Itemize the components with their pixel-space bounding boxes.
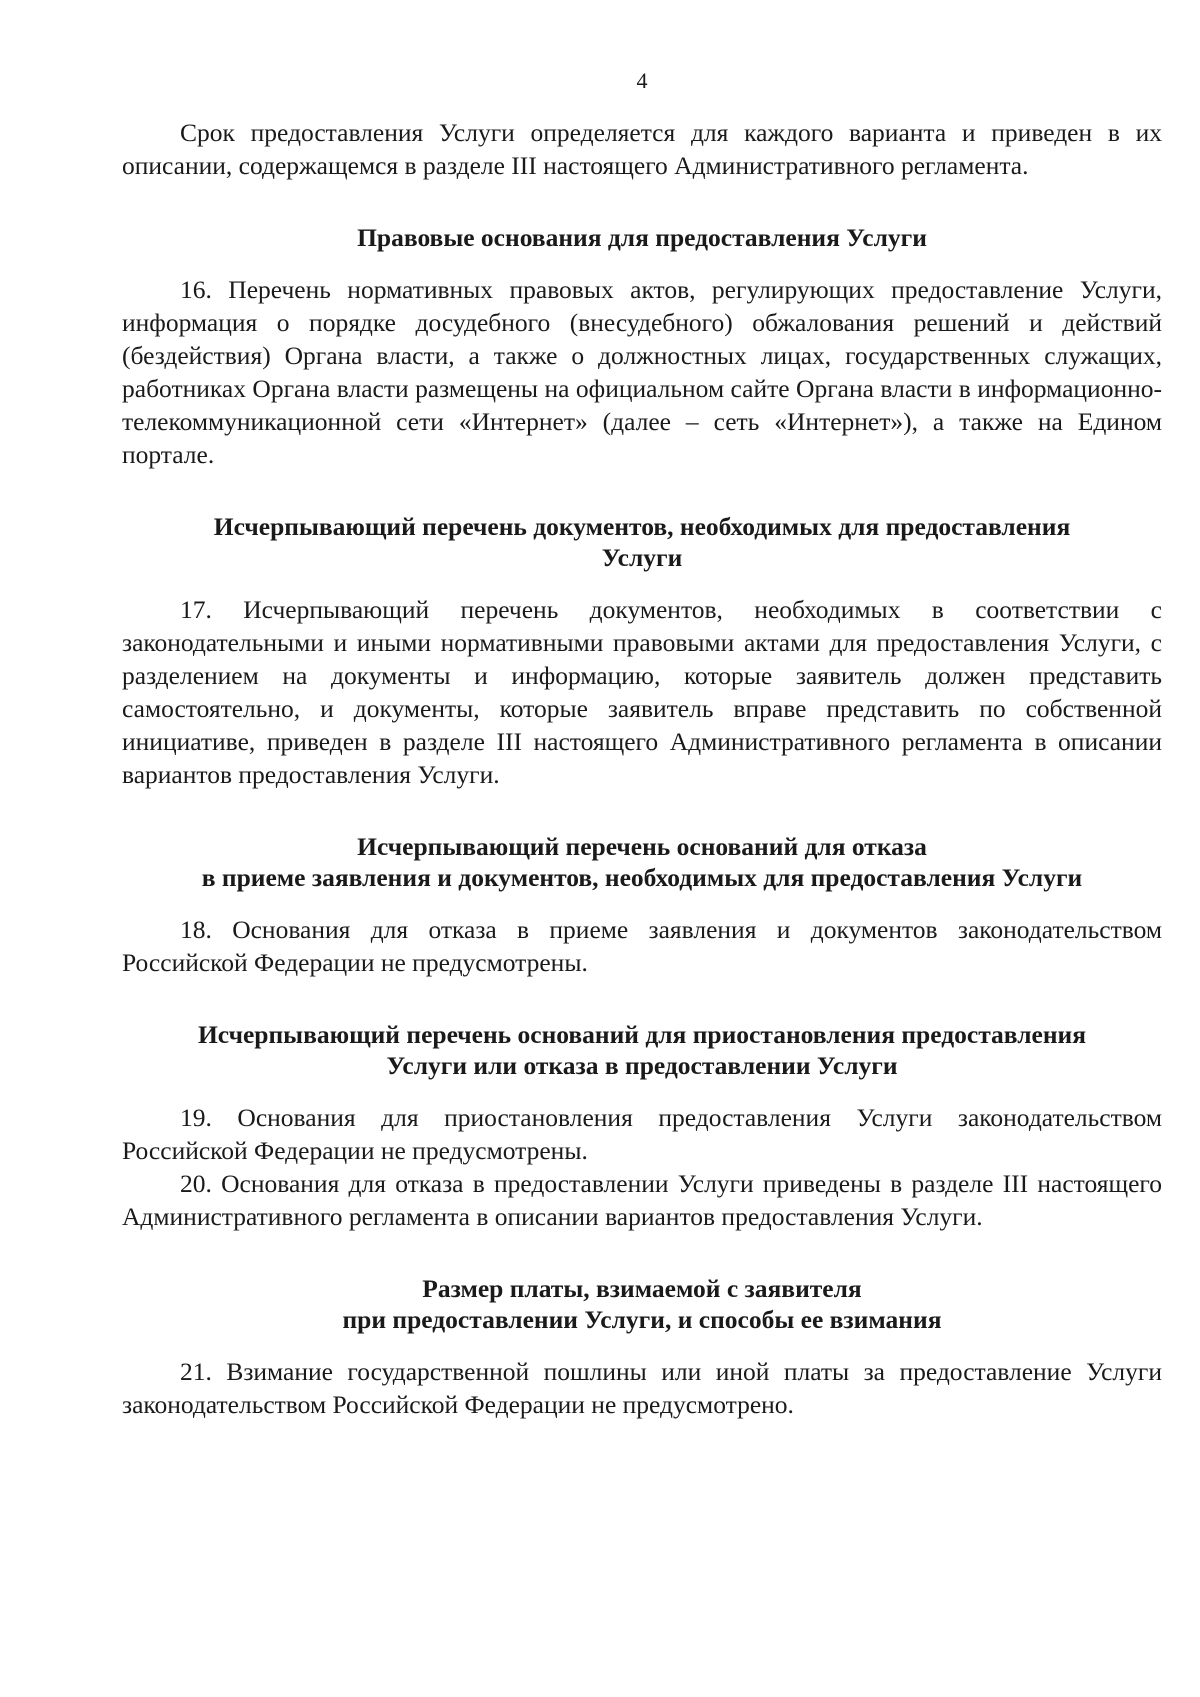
paragraph-17: 17. Исчерпывающий перечень документов, необходимых в соответствии с законодательными и иными нормативными правовыми актами для предоставления Услуги, с разделением на документы и информацию, которые заявитель должен представить самостоятельно, и документы, которые заявитель вправе представить по собственной инициативе, приведен в разделе III настоящего Административного регламента в описании вариантов предоставления Услуги.	[122, 595, 1162, 789]
heading-line: Услуги или отказа в предоставлении Услуги	[386, 1051, 898, 1080]
paragraph-20: 20. Основания для отказа в предоставлении Услуги приведены в разделе III настоящего Административного регламента в описании вариантов предоставления Услуги.	[122, 1169, 1162, 1231]
heading-line: при предоставлении Услуги, и способы ее взимания	[342, 1305, 942, 1334]
section-heading	[122, 831, 1162, 893]
paragraph-19: 19. Основания для приостановления предоставления Услуги законодательством Российской Федерации не предусмотрены.	[122, 1103, 1162, 1165]
section-legal-basis	[122, 222, 1162, 471]
paragraph-18: 18. Основания для отказа в приеме заявления и документов законодательством Российской Федерации не предусмотрены.	[122, 915, 1162, 977]
section-documents-list	[122, 511, 1162, 791]
intro-paragraph: Срок предоставления Услуги определяется для каждого варианта и приведен в их описании, содержащемся в разделе III настоящего Административного регламента.	[122, 118, 1162, 180]
section-heading	[122, 511, 1162, 573]
heading-line: Исчерпывающий перечень документов, необходимых для предоставления	[213, 512, 1071, 541]
page-number: 4	[636, 68, 648, 93]
paragraph-16: 16. Перечень нормативных правовых актов, регулирующих предоставление Услуги, информация о порядке досудебного (внесудебного) обжалования решений и действий (бездействия) Органа власти, а также о должностных лицах, государственных служащих, работниках Органа власти размещены на официальном сайте Органа власти в информационно-телекоммуникационной сети «Интернет» (далее – сеть «Интернет»), а также на Едином портале.	[122, 275, 1162, 469]
section-heading	[122, 1273, 1162, 1335]
section-heading	[122, 1019, 1162, 1081]
heading-line: Услуги	[601, 543, 683, 572]
heading-line: Правовые основания для предоставления Услуги	[357, 223, 927, 252]
section-refusal-grounds	[122, 831, 1162, 979]
heading-line: в приеме заявления и документов, необходимых для предоставления Услуги	[201, 863, 1083, 892]
heading-line: Размер платы, взимаемой с заявителя	[422, 1274, 862, 1303]
section-fee	[122, 1273, 1162, 1421]
paragraph-21: 21. Взимание государственной пошлины или иной платы за предоставление Услуги законодательством Российской Федерации не предусмотрено.	[122, 1357, 1162, 1419]
heading-line: Исчерпывающий перечень оснований для приостановления предоставления	[197, 1020, 1087, 1049]
heading-line: Исчерпывающий перечень оснований для отказа	[357, 832, 927, 861]
section-heading	[122, 222, 1162, 253]
section-suspension-grounds	[122, 1019, 1162, 1233]
